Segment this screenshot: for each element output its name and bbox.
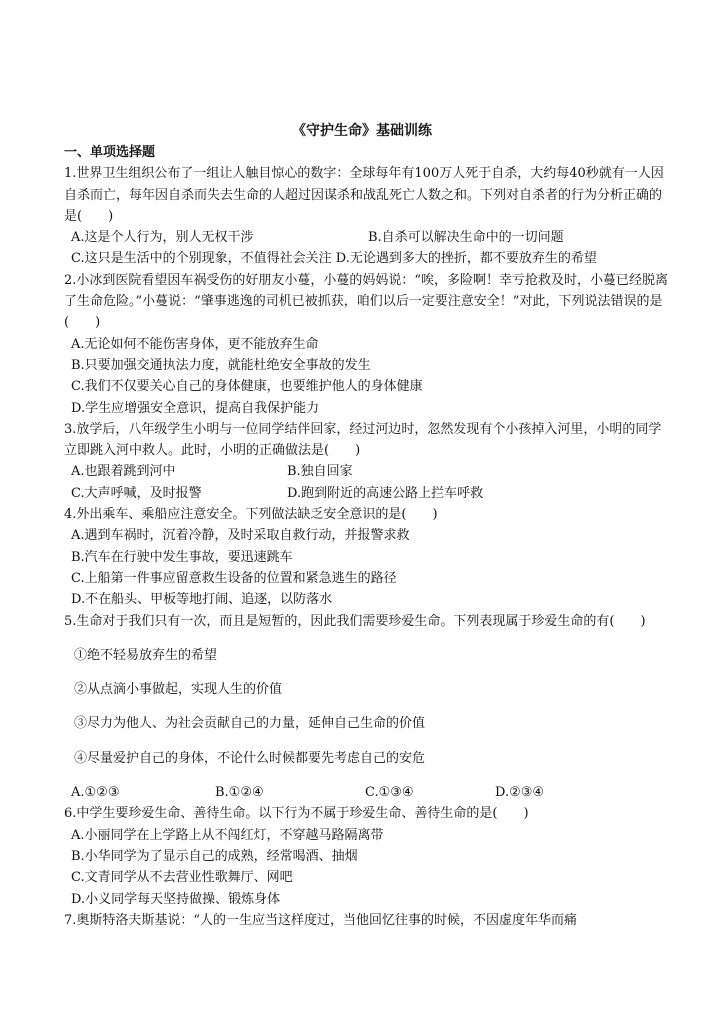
- option-d: D.②③④: [495, 785, 545, 801]
- question-3: [64, 419, 672, 504]
- option-d: D.小义同学每天坚持做操、锻炼身体: [71, 891, 281, 907]
- statement-3: ③尽力为他人、为社会贡献自己的力量，延伸自己生命的价值: [74, 716, 426, 732]
- statement-1: ①绝不轻易放弃生的希望: [74, 647, 218, 663]
- question-5: [64, 611, 672, 804]
- option-b: B.汽车在行驶中发生事故，要迅速跳车: [71, 549, 293, 565]
- option-d: D.不在船头、甲板等地打闹、追逐，以防落水: [71, 592, 333, 608]
- option-b: B.小华同学为了显示自己的成熟，经常喝酒、抽烟: [71, 848, 358, 864]
- question-stem: 1.世界卫生组织公布了一组让人触目惊心的数字：全球每年有100万人死于自杀，大约每40秒就有一人因自杀而亡，每年因自杀而失去生命的人超过因谋杀和战乱死亡人数之和。下列对自杀者的行为分析正确的是( ): [64, 166, 664, 224]
- option-c: C.①③④: [365, 785, 414, 801]
- option-c: C.上船第一件事应留意救生设备的位置和紧急逃生的路径: [71, 570, 397, 586]
- question-2: [64, 270, 672, 419]
- question-stem: 4.外出乘车、乘船应注意安全。下列做法缺乏安全意识的是( ): [64, 507, 438, 523]
- option-a: A.①②③: [71, 785, 120, 801]
- option-c-d: [64, 248, 672, 269]
- statement-2: ②从点滴小事做起，实现人生的价值: [74, 682, 283, 698]
- option-b: B.自杀可以解决生命中的一切问题: [368, 230, 564, 246]
- question-stem: 5.生命对于我们只有一次，而且是短暂的，因此我们需要珍爱生命。下列表现属于珍爱生命的有( ): [64, 613, 646, 629]
- option-row: [64, 782, 672, 803]
- option-a: A.小丽同学在上学路上从不闯红灯，不穿越马路隔离带: [71, 827, 384, 843]
- option-a: A.也跟着跳到河中: [71, 464, 176, 480]
- option-d: D.无论遇到多大的挫折，都不要放弃生的希望: [335, 251, 597, 267]
- option-c: C.这只是生活中的个别现象，不值得社会关注: [71, 251, 332, 267]
- question-7: [64, 910, 672, 931]
- option-row: [64, 483, 672, 504]
- option-b: B.①②④: [215, 785, 264, 801]
- question-stem: 2.小冰到医院看望因车祸受伤的好朋友小蔓，小蔓的妈妈说：“唉，多险啊！幸亏抢救及时，小蔓已经脱离了生命危险。”小蔓说：“肇事逃逸的司机已被抓获，咱们以后一定要注意安全！”对此，下列说法错误的是( ): [64, 272, 669, 331]
- option-a: A.遇到车祸时，沉着冷静，及时采取自救行动，并报警求救: [71, 528, 410, 544]
- document-body: [64, 142, 672, 931]
- option-c: C.我们不仅要关心自己的身体健康，也要维护他人的身体健康: [71, 379, 423, 395]
- question-6: [64, 803, 672, 909]
- option-row: [64, 227, 672, 248]
- section-heading: 一、单项选择题: [64, 145, 156, 160]
- option-d: D.跑到附近的高速公路上拦车呼救: [287, 485, 484, 501]
- statement-4: ④尽量爱护自己的身体，不论什么时候都要先考虑自己的安危: [74, 750, 426, 766]
- option-row: [64, 461, 672, 482]
- document-title: 《守护生命》基础训练: [292, 123, 432, 139]
- question-4: [64, 504, 672, 610]
- question-stem: 6.中学生要珍爱生命、善待生命。以下行为不属于珍爱生命、善待生命的是( ): [64, 806, 529, 822]
- option-b: B.独自回家: [287, 464, 353, 480]
- question-stem: 3.放学后，八年级学生小明与一位同学结伴回家，经过河边时，忽然发现有个小孩掉入河里，小明的同学立即跳入河中救人。此时，小明的正确做法是( ): [64, 421, 662, 459]
- question-1: [64, 163, 672, 269]
- option-a: A.这是个人行为，别人无权干涉: [71, 230, 254, 246]
- question-stem: 7.奥斯特洛夫斯基说：“人的一生应当这样度过，当他回忆往事的时候，不因虚度年华而痛: [64, 912, 578, 928]
- option-c: C.文青同学从不去营业性歌舞厅、网吧: [71, 870, 293, 886]
- option-c: C.大声呼喊，及时报警: [71, 485, 202, 501]
- option-b: B.只要加强交通执法力度，就能杜绝安全事故的发生: [71, 357, 371, 373]
- option-d: D.学生应增强安全意识，提高自我保护能力: [71, 400, 320, 416]
- option-a: A.无论如何不能伤害身体，更不能放弃生命: [71, 336, 319, 352]
